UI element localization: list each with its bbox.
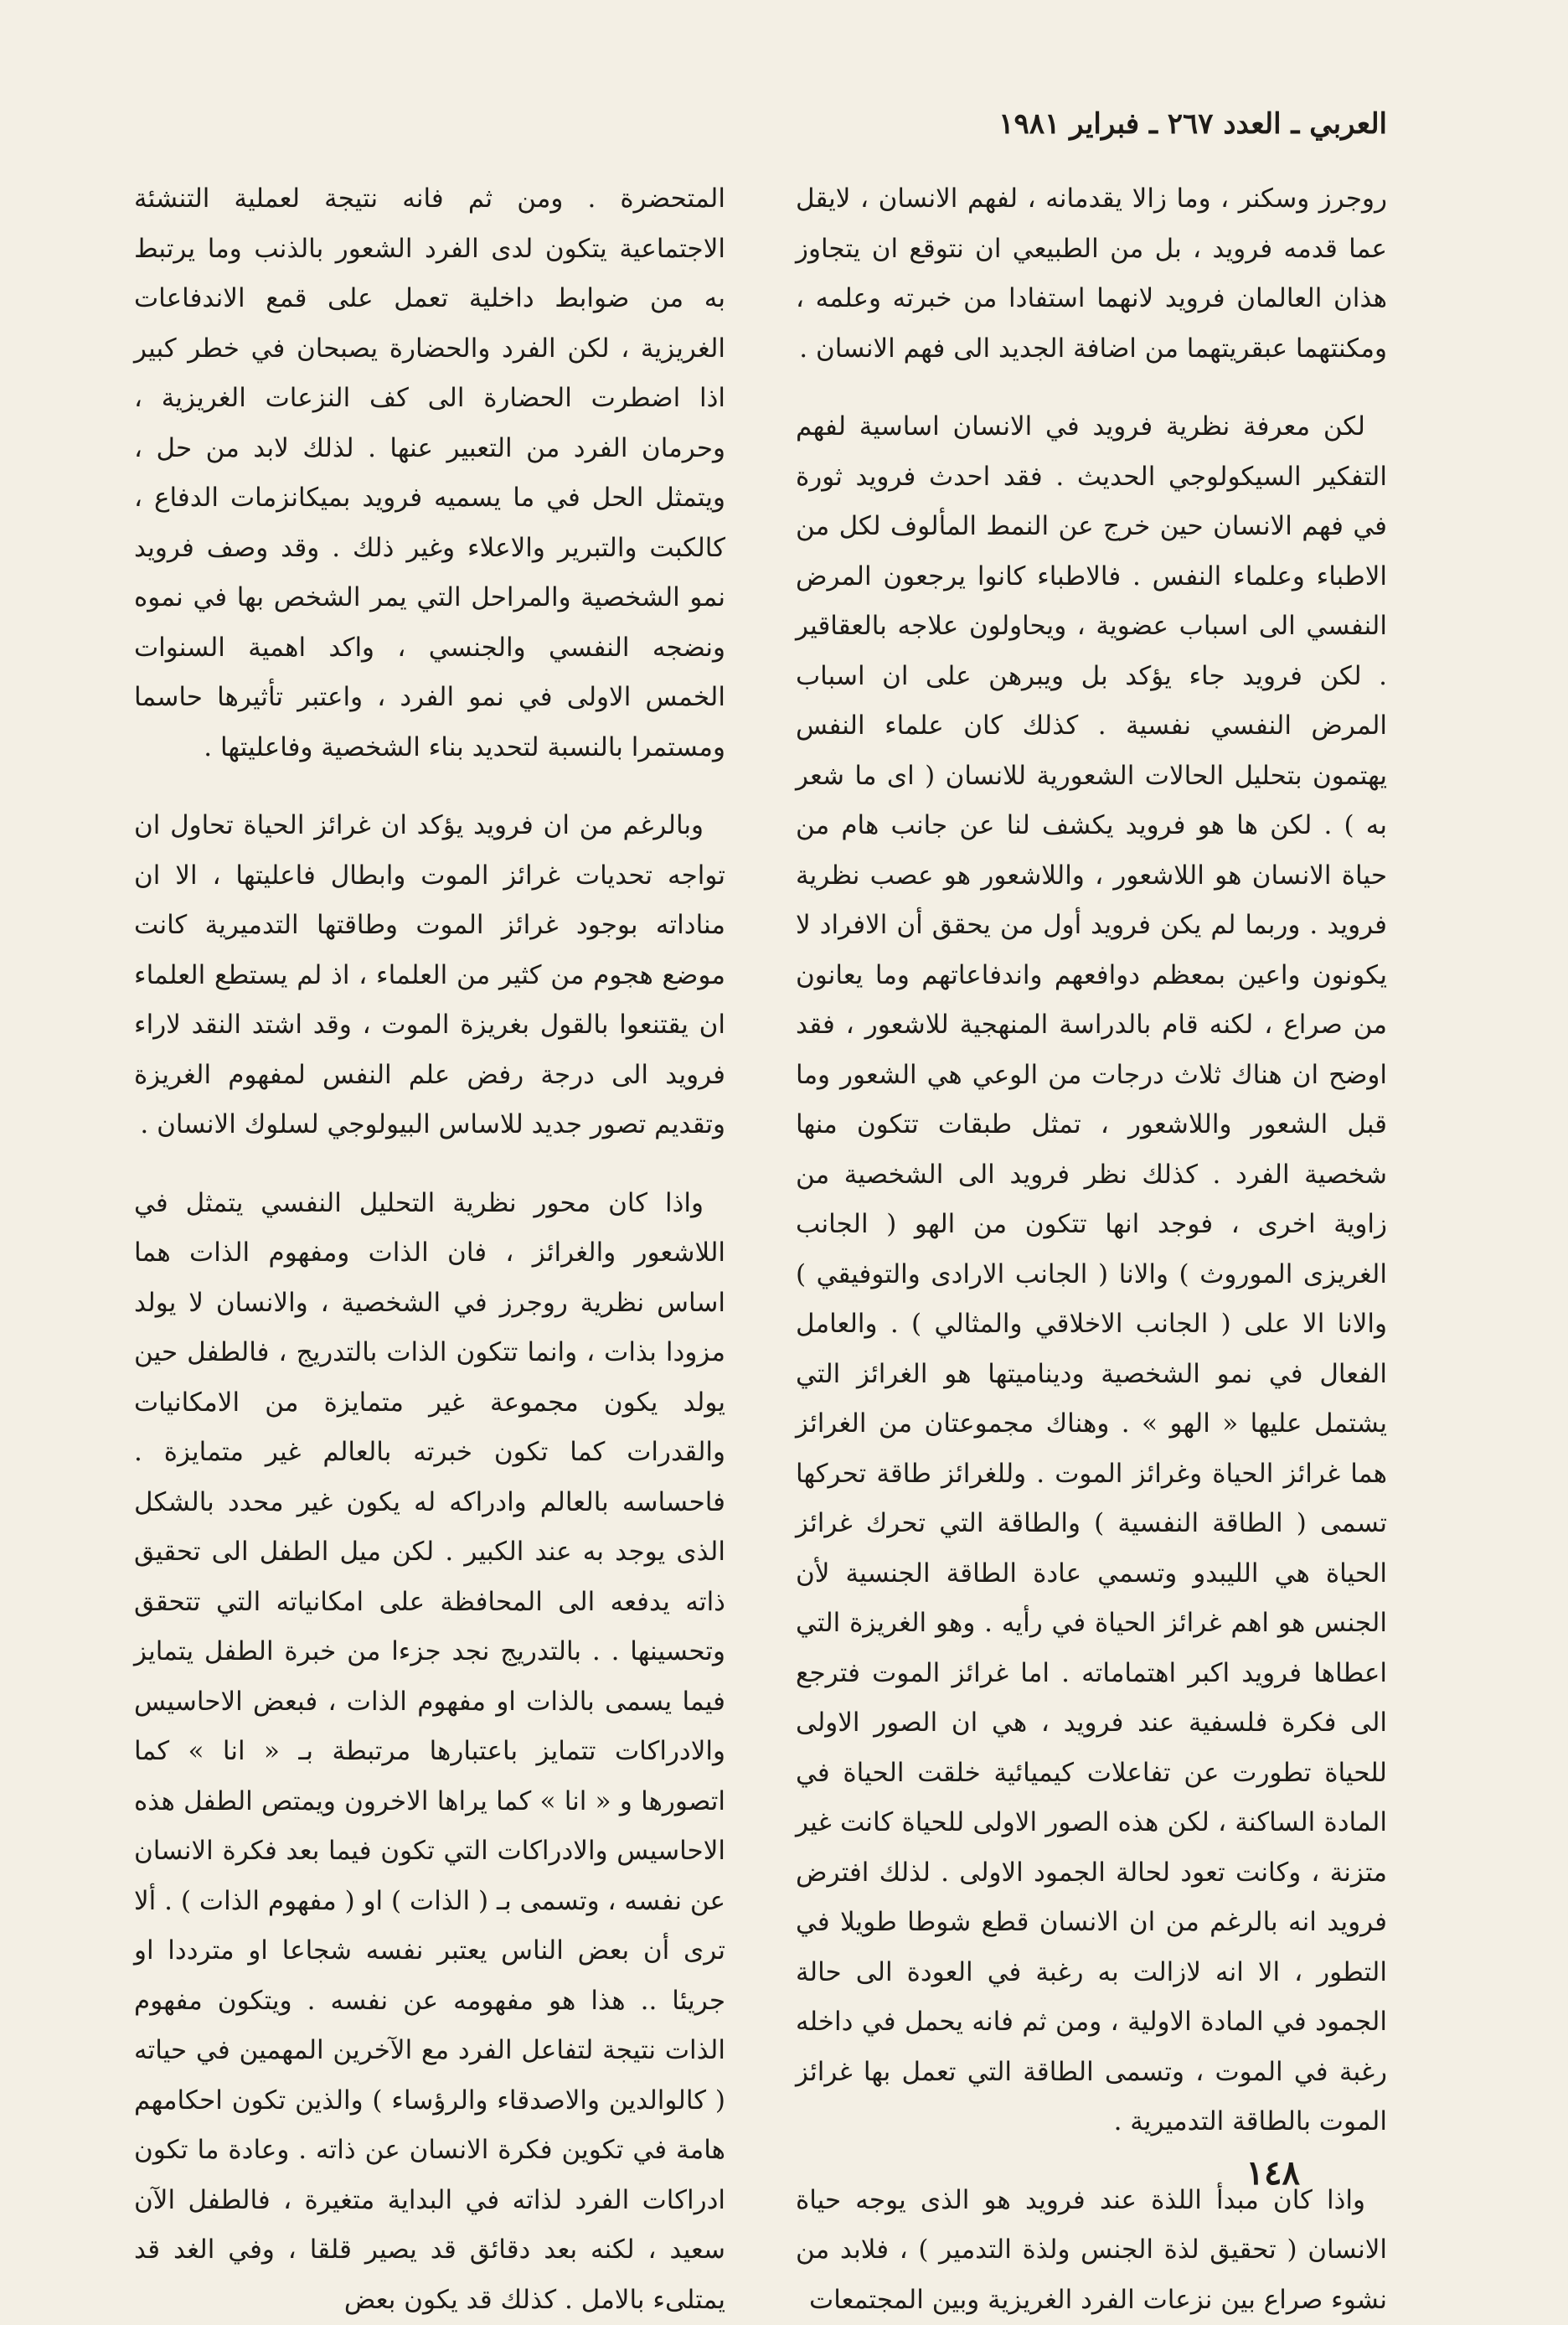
left-column <box>134 174 725 2143</box>
paragraph: روجرز وسكنر ، وما زالا يقدمانه ، لفهم الانسان ، لايقل عما قدمه فرويد ، بل من الطبيعي ان نتوقع ان يتجاوز هذان العالمان فرويد لانهما استفادا من خبرته وعلمه ، ومكنتهما عبقريتهما من اضافة الجديد الى فهم الانسان . <box>796 174 1387 374</box>
page-number: ١٤٨ <box>1246 2153 1300 2193</box>
paragraph: واذا كان مبدأ اللذة عند فرويد هو الذى يوجه حياة الانسان ( تحقيق لذة الجنس ولذة التدمير ) ، فلابد من نشوء صراع بين نزعات الفرد الغريزية وبين المجتمعات <box>796 2176 1387 2325</box>
paragraph: وبالرغم من ان فرويد يؤكد ان غرائز الحياة تحاول ان تواجه تحديات غرائز الموت وابطال فاعليتها ، الا ان مناداته بوجود غرائز الموت وطاقتها التدميرية كانت موضع هجوم من كثير من العلماء ، اذ لم يستطع العلماء ان يقتنعوا بالقول بغريزة الموت ، وقد اشتد النقد لاراء فرويد الى درجة رفض علم النفس لمفهوم الغريزة وتقديم تصور جديد للاساس البيولوجي لسلوك الانسان . <box>134 801 725 1150</box>
paragraph: واذا كان محور نظرية التحليل النفسي يتمثل في اللاشعور والغرائز ، فان الذات ومفهوم الذات هما اساس نظرية روجرز في الشخصية ، والانسان لا يولد مزودا بذات ، وانما تتكون الذات بالتدريج ، فالطفل حين يولد يكون مجموعة غير متمايزة من الامكانيات والقدرات كما تكون خبرته بالعالم غير متمايزة . فاحساسه بالعالم وادراكه له يكون غير محدد بالشكل الذى يوجد به عند الكبير . لكن ميل الطفل الى تحقيق ذاته يدفعه الى المحافظة على امكانياته التي تتحقق وتحسينها . . بالتدريج نجد جزءا من خبرة الطفل يتمايز فيما يسمى بالذات او مفهوم الذات ، فبعض الاحاسيس والادراكات تتمايز باعتبارها مرتبطة بـ « انا » كما اتصورها و « انا » كما يراها الاخرون ويمتص الطفل هذه الاحاسيس والادراكات التي تكون فيما بعد فكرة الانسان عن نفسه ، وتسمى بـ ( الذات ) او ( مفهوم الذات ) . ألا ترى أن بعض الناس يعتبر نفسه شجاعا او مترددا او جريئا .. هذا هو مفهومه عن نفسه . ويتكون مفهوم الذات نتيجة لتفاعل الفرد مع الآخرين المهمين في حياته ( كالوالدين والاصدقاء والرؤساء ) والذين تكون احكامهم هامة في تكوين فكرة الانسان عن ذاته . وعادة ما تكون ادراكات الفرد لذاته في البداية متغيرة ، فالطفل الآن سعيد ، لكنه بعد دقائق قد يصير قلقا ، وفي الغد قد يمتلىء بالامل . كذلك قد يكون بعض <box>134 1179 725 2325</box>
paragraph: لكن معرفة نظرية فرويد في الانسان اساسية لفهم التفكير السيكولوجي الحديث . فقد احدث فرويد ثورة في فهم الانسان حين خرج عن النمط المألوف لكل من الاطباء وعلماء النفس . فالاطباء كانوا يرجعون المرض النفسي الى اسباب عضوية ، ويحاولون علاجه بالعقاقير . لكن فرويد جاء يؤكد بل ويبرهن على ان اسباب المرض النفسي نفسية . كذلك كان علماء النفس يهتمون بتحليل الحالات الشعورية للانسان ( اى ما شعر به ) . لكن ها هو فرويد يكشف لنا عن جانب هام من حياة الانسان هو اللاشعور ، واللاشعور هو عصب نظرية فرويد . وربما لم يكن فرويد أول من يحقق أن الافراد لا يكونون واعين بمعظم دوافعهم واندفاعاتهم وما يعانون من صراع ، لكنه قام بالدراسة المنهجية للاشعور ، فقد اوضح ان هناك ثلاث درجات من الوعي هي الشعور وما قبل الشعور واللاشعور ، تمثل طبقات تتكون منها شخصية الفرد . كذلك نظر فرويد الى الشخصية من زاوية اخرى ، فوجد انها تتكون من الهو ( الجانب الغريزى الموروث ) والانا ( الجانب الارادى والتوفيقي ) والانا الا على ( الجانب الاخلاقي والمثالي ) . والعامل الفعال في نمو الشخصية وديناميتها هو الغرائز التي يشتمل عليها « الهو » . وهناك مجموعتان من الغرائز هما غرائز الحياة وغرائز الموت . وللغرائز طاقة تحركها تسمى ( الطاقة النفسية ) والطاقة التي تحرك غرائز الحياة هي الليبدو وتسمي عادة الطاقة الجنسية لأن الجنس هو اهم غرائز الحياة في رأيه . وهو الغريزة التي اعطاها فرويد اكبر اهتماماته . اما غرائز الموت فترجع الى فكرة فلسفية عند فرويد ، هي ان الصور الاولى للحياة تطورت عن تفاعلات كيميائية خلقت الحياة في المادة الساكنة ، لكن هذه الصور الاولى للحياة كانت غير متزنة ، وكانت تعود لحالة الجمود الاولى . لذلك افترض فرويد انه بالرغم من ان الانسان قطع شوطا طويلا في التطور ، الا انه لازالت به رغبة في العودة الى حالة الجمود في المادة الاولية ، ومن ثم فانه يحمل في داخله رغبة في الموت ، وتسمى الطاقة التي تعمل بها غرائز الموت بالطاقة التدميرية . <box>796 402 1387 2147</box>
right-column <box>796 174 1387 2143</box>
article-body <box>134 174 1387 2143</box>
paragraph: المتحضرة . ومن ثم فانه نتيجة لعملية التنشئة الاجتماعية يتكون لدى الفرد الشعور بالذنب وما يرتبط به من ضوابط داخلية تعمل على قمع الاندفاعات الغريزية ، لكن الفرد والحضارة يصبحان في خطر كبير اذا اضطرت الحضارة الى كف النزعات الغريزية ، وحرمان الفرد من التعبير عنها . لذلك لابد من حل ، ويتمثل الحل في ما يسميه فرويد بميكانزمات الدفاع ، كالكبت والتبرير والاعلاء وغير ذلك . وقد وصف فرويد نمو الشخصية والمراحل التي يمر الشخص بها في نموه ونضجه النفسي والجنسي ، واكد اهمية السنوات الخمس الاولى في نمو الفرد ، واعتبر تأثيرها حاسما ومستمرا بالنسبة لتحديد بناء الشخصية وفاعليتها . <box>134 174 725 772</box>
running-header: العربي ـ العدد ٢٦٧ ـ فبراير ١٩٨١ <box>998 107 1387 141</box>
